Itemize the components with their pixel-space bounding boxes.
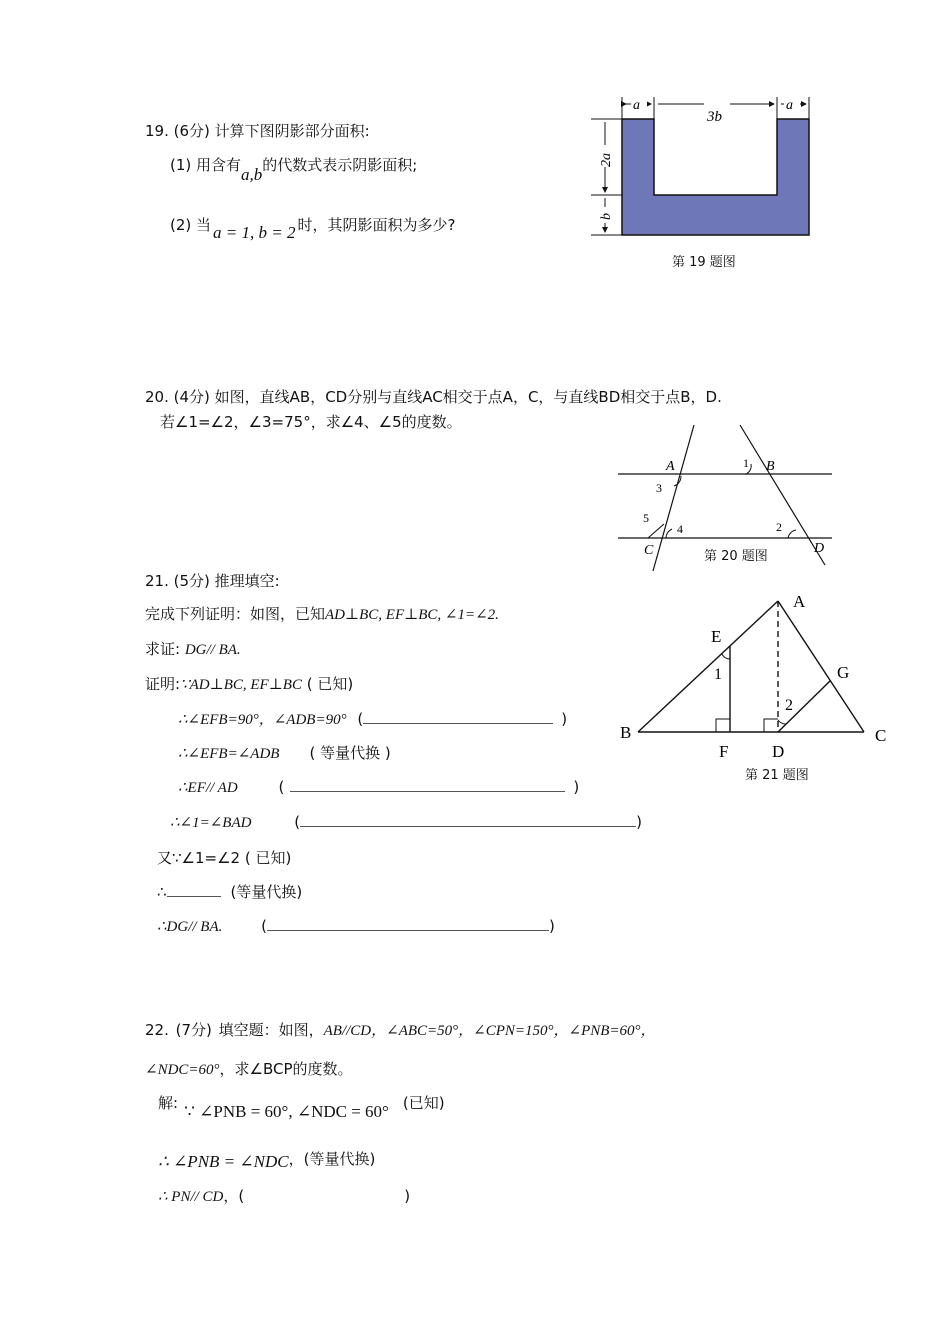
q20-label-a: A: [666, 459, 675, 474]
q21-step3-open: (: [278, 778, 285, 796]
q22-sol-math: ∵ ∠PNB = 60°, ∠NDC = 60°: [184, 1102, 389, 1121]
q22-step1-math: ∴ ∠PNB = ∠NDC: [158, 1152, 289, 1171]
q20-line2: 若∠1=∠2，∠3=75°，求∠4、∠5的度数。: [160, 413, 462, 431]
q21-intro: [145, 603, 499, 624]
q22-line1: [145, 1019, 656, 1040]
q19-shaded-region: [622, 119, 809, 235]
q21-intro-prefix: 完成下列证明：如图，已知: [145, 605, 326, 623]
q22-sol-reason: (已知): [402, 1094, 445, 1112]
q21-header: 21. (5分) 推理填空:: [145, 572, 280, 590]
q21-proof-math: ∵AD⊥BC, EF⊥BC: [180, 677, 302, 693]
q22-line2-math: ∠NDC=60°: [145, 1062, 220, 1078]
q19-caption: 第 19 题图: [672, 255, 736, 270]
q19-label-3b: 3b: [707, 109, 722, 125]
q20-label-d: D: [814, 541, 825, 556]
q21-step6-prefix: ∴: [157, 883, 167, 901]
q21-step5: 又∵∠1=∠2 ( 已知): [157, 849, 292, 867]
q21-step2-reason: ( 等量代换 ): [309, 744, 391, 762]
q21-step7-close: ): [549, 917, 555, 935]
q21-step1-blank[interactable]: [363, 709, 553, 724]
q21-step1-close: ): [561, 710, 568, 728]
q21-angle-2: 2: [785, 697, 793, 714]
q21-step3-text: ∴EF// AD: [178, 780, 238, 796]
q21-step4-blank[interactable]: [300, 812, 636, 827]
q21-step1-text: ∴∠EFB=90°，∠ADB=90°: [178, 712, 347, 728]
q21-step7-open: (: [261, 917, 268, 935]
q22-step1: [158, 1148, 375, 1169]
q21-label-c: C: [875, 726, 887, 745]
q21-label-f: F: [719, 742, 729, 761]
q21-step7: [157, 916, 555, 936]
q19-part2-math: a = 1, b = 2: [213, 223, 296, 242]
q20-line-ac: [653, 425, 694, 571]
q21-step7-text: ∴DG// BA.: [157, 919, 223, 935]
q22-step2-math: ∴ PN// CD: [158, 1189, 224, 1205]
q19-part1-math: a,b: [241, 165, 263, 184]
q19-label-a-right: a: [786, 98, 793, 113]
q21-step6: [157, 881, 302, 902]
q19-part1-suffix: 的代数式表示阴影面积;: [262, 156, 418, 174]
q19-header: 19. (6分) 计算下图阴影部分面积:: [145, 122, 370, 140]
q20-angle-2: 2: [776, 520, 782, 534]
q21-figure: [612, 588, 897, 788]
q21-label-b: B: [620, 723, 632, 742]
q22-line2-suffix: ，求∠BCP的度数。: [219, 1060, 353, 1078]
q19-part2: [170, 214, 456, 242]
q21-prove: [145, 638, 241, 659]
q22-step2-close: ): [404, 1187, 411, 1205]
q20-angle-5: 5: [643, 511, 649, 525]
q20-angle-1: 1: [743, 456, 749, 470]
q21-prove-math: DG// BA.: [184, 642, 241, 658]
q22-line1-prefix: 22. (7分) 填空题：如图，: [145, 1021, 324, 1039]
q22-line1-math: AB//CD，∠ABC=50°，∠CPN=150°，∠PNB=60°，: [323, 1023, 656, 1039]
q21-label-a: A: [793, 592, 806, 611]
q21-line-ba: [638, 601, 778, 732]
q21-angle-1: 1: [714, 666, 722, 683]
q20-line1: 20. (4分) 如图，直线AB，CD分别与直线AC相交于点A，C，与直线BD相交于点B，D.: [145, 388, 722, 406]
q20-caption: 第 20 题图: [702, 545, 770, 564]
q19-part1-prefix: (1) 用含有: [170, 156, 242, 174]
q21-step3-close: ): [573, 778, 580, 796]
q20-label-c: C: [644, 543, 654, 558]
q19-label-2a: 2a: [599, 153, 614, 167]
q21-step2: [178, 742, 391, 763]
q21-step4-text: ∴∠1=∠BAD: [170, 815, 252, 831]
q22-step2: [158, 1185, 410, 1206]
q21-label-g: G: [837, 663, 850, 682]
q20-line-bd: [740, 425, 825, 565]
q21-prove-label: 求证:: [145, 640, 181, 658]
q22-step2-open: ，(: [223, 1187, 245, 1205]
q21-step3-blank[interactable]: [290, 777, 565, 792]
q19-part1: [170, 154, 418, 184]
q21-step2-text: ∴∠EFB=∠ADB: [178, 746, 280, 762]
q20-angle-4: 4: [677, 522, 683, 536]
q21-step7-blank[interactable]: [267, 916, 549, 931]
q21-step6-reason: (等量代换): [230, 883, 303, 901]
q20-label-b: B: [766, 459, 775, 474]
q21-step4-open: (: [294, 813, 301, 831]
q21-label-e: E: [711, 627, 722, 646]
q19-label-b: b: [599, 213, 614, 220]
q21-step6-blank[interactable]: [167, 882, 221, 897]
q21-step1: [178, 708, 567, 729]
q22-solution: [158, 1092, 445, 1121]
q21-caption: 第 21 题图: [745, 768, 809, 783]
q21-intro-math: AD⊥BC, EF⊥BC, ∠1=∠2.: [325, 607, 499, 623]
q22-step1-reason: ，(等量代换): [288, 1150, 376, 1168]
q22-sol-label: 解:: [158, 1094, 179, 1112]
q21-proof-label: 证明:: [145, 675, 181, 693]
q20-angle-3: 3: [656, 481, 662, 495]
q21-step4: [170, 812, 642, 832]
q21-proof-start: [145, 673, 353, 694]
q19-part2-prefix: (2) 当: [170, 216, 212, 234]
q21-label-d: D: [772, 742, 785, 761]
q19-figure: [585, 95, 820, 245]
q21-step3: [178, 777, 579, 797]
q21-step1-open: (: [357, 710, 364, 728]
q19-part2-suffix: 时，其阴影面积为多少?: [297, 216, 456, 234]
q21-step4-close: ): [636, 813, 642, 831]
q21-proof-reason: ( 已知): [306, 675, 354, 693]
q22-line2: [145, 1058, 353, 1079]
q19-label-a-left: a: [633, 98, 640, 113]
